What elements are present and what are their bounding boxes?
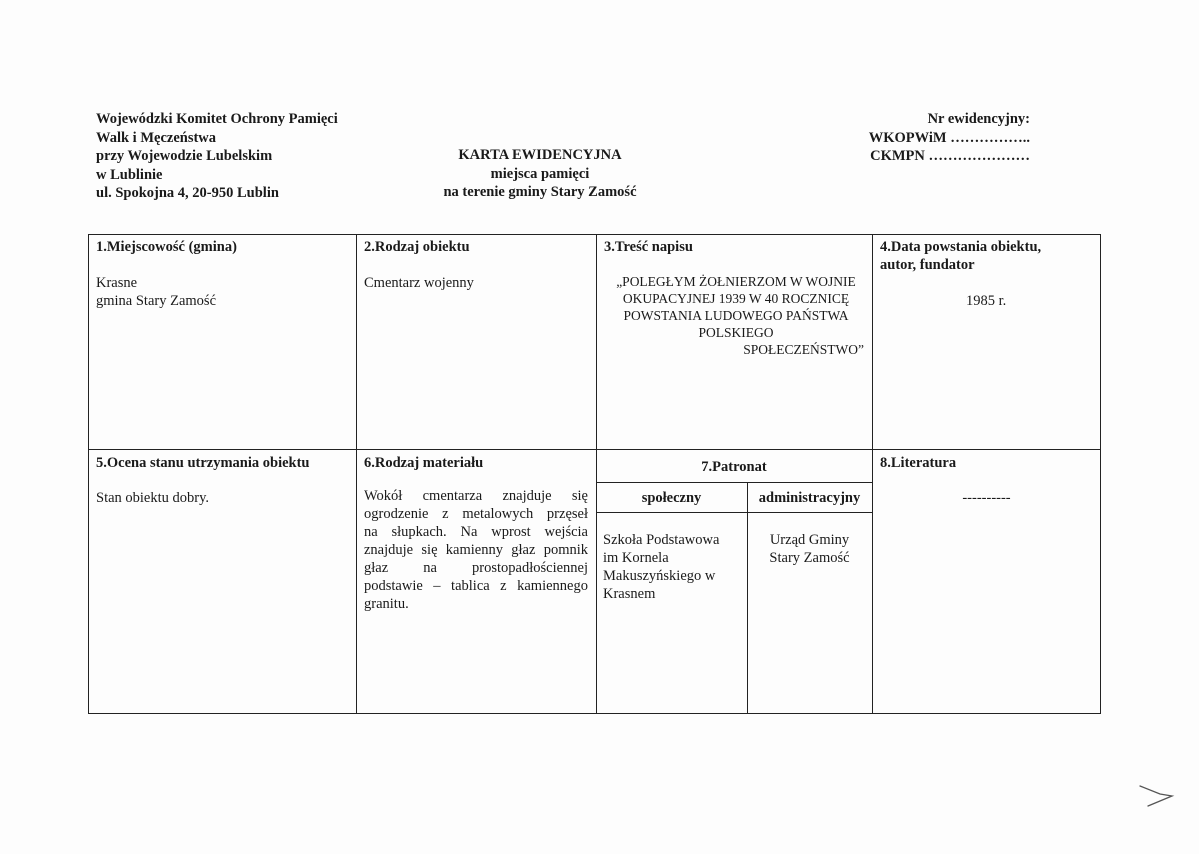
patronage-social-header: społeczny — [641, 490, 702, 506]
cell-material-title: 6.Rodzaj materiału — [364, 455, 484, 471]
patronage-admin-line-1: Urząd Gminy — [769, 532, 850, 548]
cell-literature-title: 8.Literatura — [880, 455, 957, 471]
cell-inscription-text — [604, 273, 868, 358]
cell-condition-title: 5.Ocena stanu utrzymania obiektu — [96, 455, 310, 471]
scan-mark — [1138, 782, 1178, 812]
material-line-1: Wokół cmentarza znajduje się — [364, 488, 588, 504]
cell-inscription-title: 3.Treść napisu — [604, 239, 693, 255]
material-line-5: głaz na prostopadłościennej — [364, 560, 588, 576]
material-line-4: znajduje się kamienny głaz pomnik — [364, 542, 588, 558]
document-subtitle-2: na terenie gminy Stary Zamość — [443, 184, 637, 200]
patronage-social-line-2: im Kornela — [603, 550, 669, 566]
cell-object-type-title: 2.Rodzaj obiektu — [364, 239, 470, 255]
registration-wkopwim: WKOPWiM …………….. — [868, 129, 1030, 146]
inscription-line-3: POWSTANIA LUDOWEGO PAŃSTWA — [623, 308, 849, 323]
creation-date-title-line-2: autor, fundator — [880, 257, 975, 273]
patronage-social-line-4: Krasnem — [603, 586, 656, 602]
registration-number-block — [820, 110, 1030, 166]
material-line-6: podstawie – tablica z kamiennego — [364, 578, 588, 594]
cell-condition-value: Stan obiektu dobry. — [96, 490, 210, 506]
cell-material-value — [364, 487, 588, 613]
inscription-line-5: SPOŁECZEŃSTWO” — [743, 342, 864, 357]
cell-patronage-title: 7.Patronat — [701, 459, 767, 475]
inscription-line-4: POLSKIEGO — [698, 325, 774, 340]
creation-date-title-line-1: 4.Data powstania obiektu, — [880, 239, 1042, 255]
locality-commune: gmina Stary Zamość — [96, 293, 217, 309]
table-divider — [596, 512, 872, 513]
material-line-2: ogrodzenie z metalowych przęseł — [364, 506, 588, 522]
cell-creation-date-title — [880, 238, 1041, 274]
cell-creation-date-value: 1985 r. — [966, 293, 1007, 309]
table-divider — [596, 482, 872, 483]
institution-name-line-2: Walk i Męczeństwa — [96, 129, 217, 146]
cell-locality-value — [96, 274, 216, 310]
inscription-line-2: OKUPACYJNEJ 1939 W 40 ROCZNICĘ — [622, 291, 850, 306]
registration-label: Nr ewidencyjny: — [927, 111, 1030, 127]
institution-header — [96, 110, 338, 203]
patronage-social-line-3: Makuszyńskiego w — [603, 568, 716, 584]
table-divider — [88, 449, 1101, 450]
table-divider — [747, 482, 748, 714]
document-title-block — [420, 146, 660, 202]
patronage-admin-header: administracyjny — [758, 490, 861, 506]
material-line-3: na słupkach. Na wprost wejścia — [364, 524, 588, 540]
institution-address: ul. Spokojna 4, 20-950 Lublin — [96, 185, 279, 201]
cell-locality-title: 1.Miejscowość (gmina) — [96, 239, 237, 255]
registration-ckmpn: CKMPN ………………… — [870, 148, 1030, 164]
inscription-line-1: „POLEGŁYM ŻOŁNIERZOM W WOJNIE — [616, 274, 856, 289]
document-subtitle-1: miejsca pamięci — [490, 165, 590, 182]
cell-object-type-value: Cmentarz wojenny — [364, 275, 474, 291]
institution-city: w Lublinie — [96, 166, 163, 183]
patronage-admin-line-2: Stary Zamość — [769, 550, 850, 566]
document-title: KARTA EWIDENCYJNA — [458, 147, 622, 163]
table-divider — [356, 234, 357, 714]
material-line-7: granitu. — [364, 596, 409, 612]
patronage-admin-value — [747, 531, 872, 567]
record-table — [88, 234, 1101, 714]
institution-name-line-1: Wojewódzki Komitet Ochrony Pamięci — [96, 111, 338, 127]
table-divider — [872, 234, 873, 714]
locality-name: Krasne — [96, 275, 138, 291]
institution-name-line-3: przy Wojewodzie Lubelskim — [96, 148, 273, 164]
cell-literature-value: ---------- — [962, 490, 1011, 506]
patronage-social-value — [603, 531, 719, 603]
patronage-social-line-1: Szkoła Podstawowa — [603, 532, 720, 548]
